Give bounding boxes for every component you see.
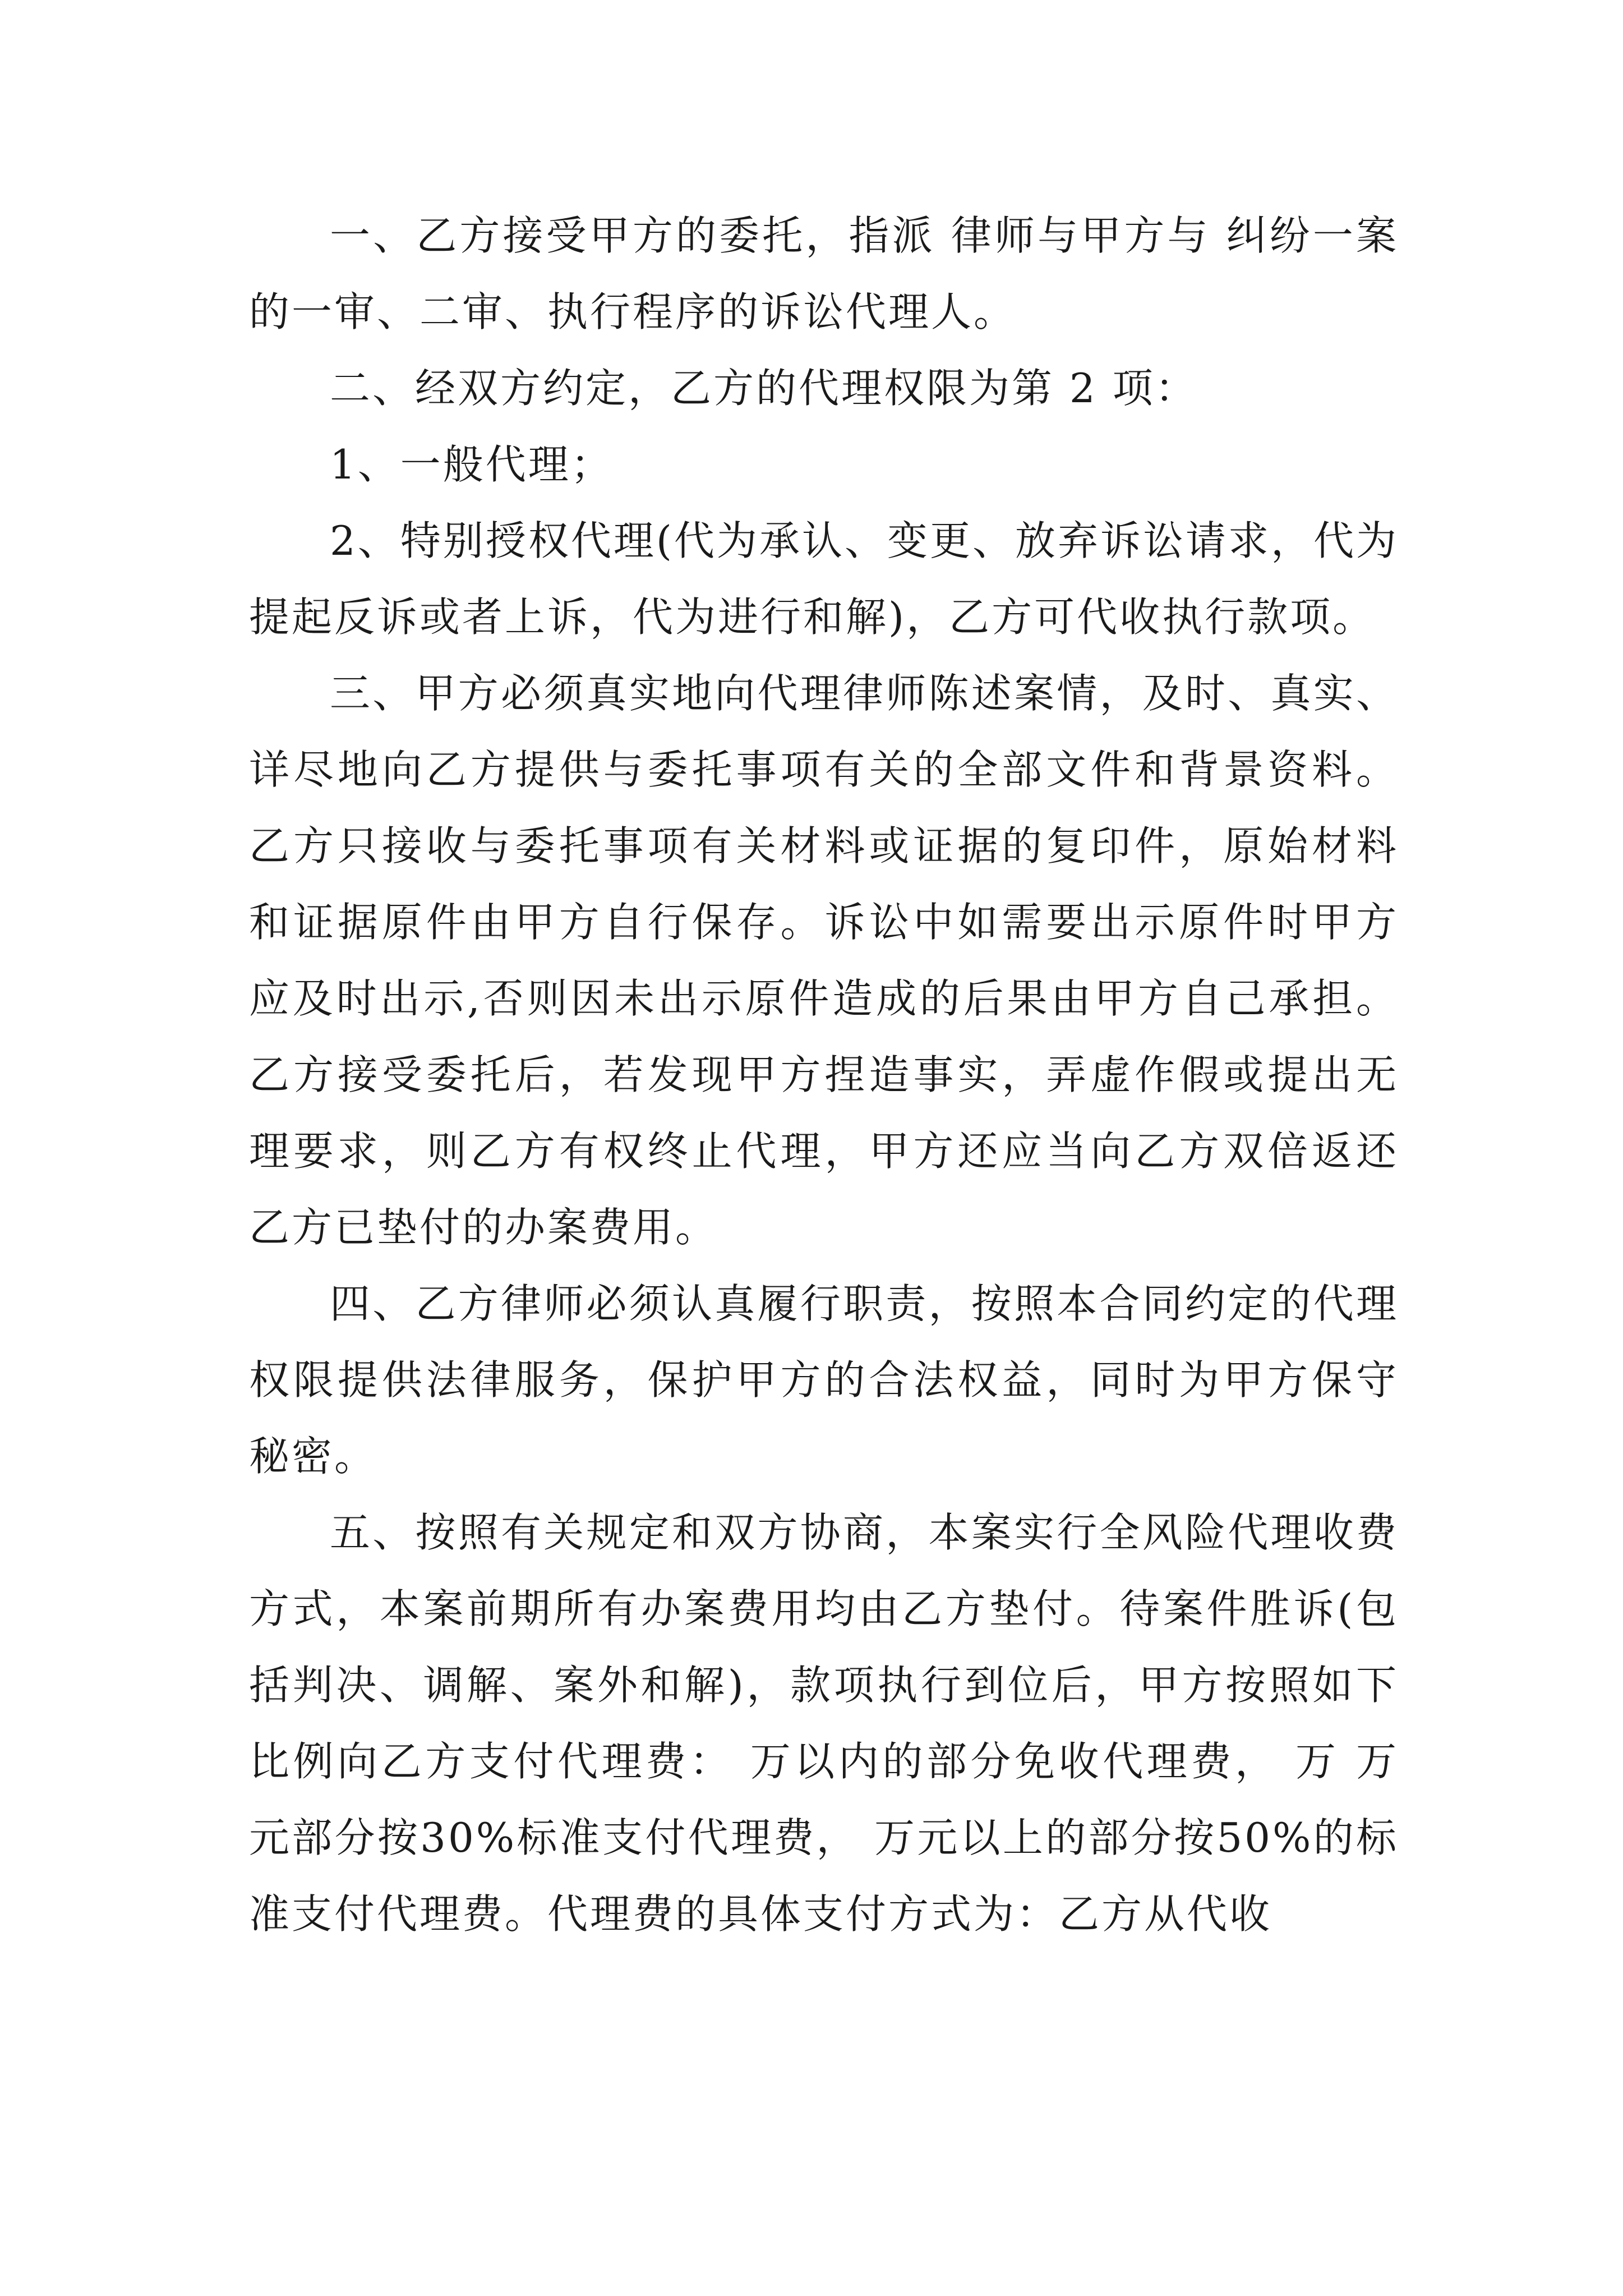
clause-one-paragraph: 一、乙方接受甲方的委托，指派 律师与甲方与 纠纷一案的一审、二审、执行程序的诉讼代理人。 bbox=[249, 212, 1399, 335]
clause-four-paragraph: 四、乙方律师必须认真履行职责，按照本合同约定的代理权限提供法律服务，保护甲方的合法权益，同时为甲方保守秘密。 bbox=[249, 1280, 1399, 1480]
clause-three-paragraph: 三、甲方必须真实地向代理律师陈述案情，及时、真实、详尽地向乙方提供与委托事项有关的全部文件和背景资料。乙方只接收与委托事项有关材料或证据的复印件，原始材料和证据原件由甲方自行保存。诉讼中如需要出示原件时甲方应及时出示,否则因未出示原件造成的后果由甲方自己承担。乙方接受委托后，若发现甲方捏造事实，弄虚作假或提出无理要求，则乙方有权终止代理，甲方还应当向乙方双倍返还乙方已垫付的办案费用。 bbox=[249, 670, 1399, 1251]
document-body bbox=[249, 197, 1399, 1952]
option-general-agency: 1、一般代理； bbox=[330, 441, 614, 488]
clause-two-paragraph: 二、经双方约定，乙方的代理权限为第 2 项： bbox=[330, 365, 1198, 412]
clause-five-paragraph: 五、按照有关规定和双方协商，本案实行全风险代理收费方式，本案前期所有办案费用均由乙方垫付。待案件胜诉(包括判决、调解、案外和解)，款项执行到位后，甲方按照如下比例向乙方支付代理费： 万以内的部分免收代理费， 万 万元部分按30%标准支付代理费， 万元以上的部分按50%的标准支付代理费。代理费的具体支付方式为：乙方从代收 bbox=[249, 1509, 1399, 1938]
option-special-agency: 2、特别授权代理(代为承认、变更、放弃诉讼请求，代为提起反诉或者上诉，代为进行和解)，乙方可代收执行款项。 bbox=[249, 517, 1399, 641]
